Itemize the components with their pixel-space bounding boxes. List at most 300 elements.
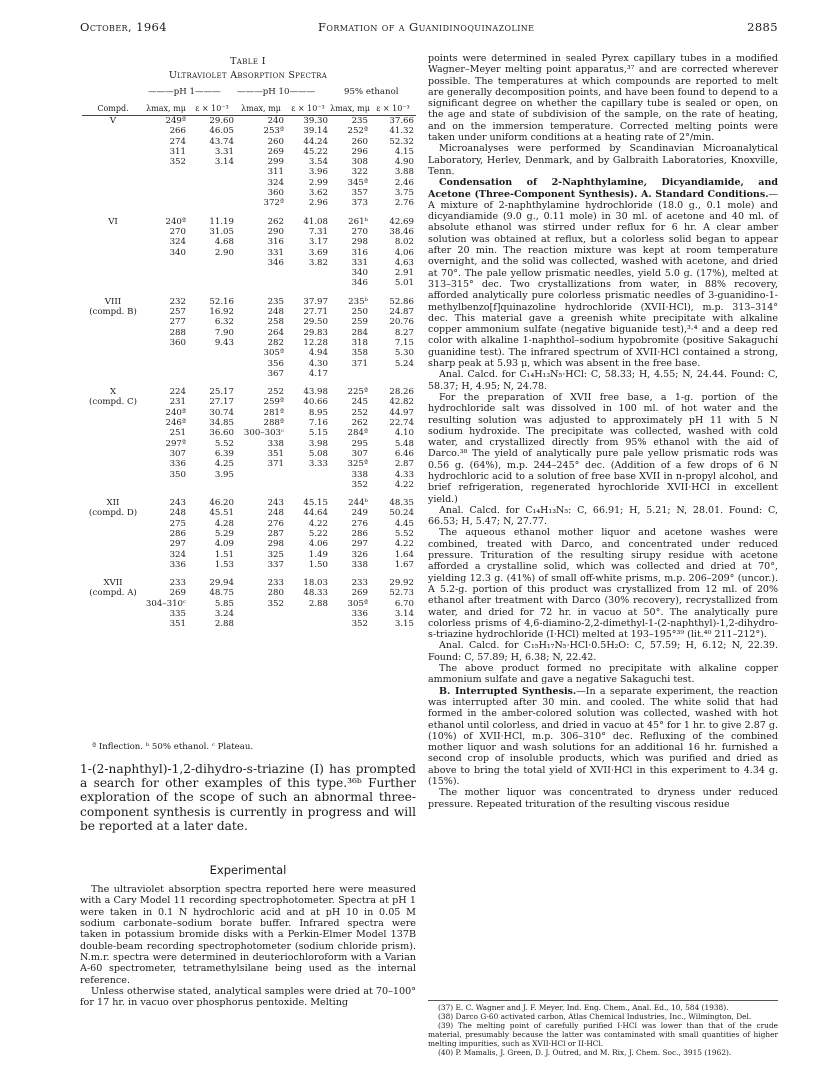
cell-lambda-ph10 [236,480,286,490]
col-header-eps-ethanol: ε × 10⁻³ [370,104,416,116]
cell-compd [82,408,144,418]
cell-eps-ethanol: 28.26 [389,387,414,398]
cell-eps-ethanol: 4.06 [394,247,414,258]
cell-lambda-ethanol: 225ª [347,387,368,398]
cell-eps-ph10: 4.17 [308,368,328,379]
cell-lambda-ethanol: 358 [351,348,368,359]
cell-lambda-ph1: 240ª [165,407,186,418]
cell-lambda-ph10 [236,278,286,288]
table-row [82,519,416,529]
cell-compd [82,137,144,147]
uv-spectra-table [82,104,416,630]
cell-eps-ph10 [286,480,330,490]
cell-lambda-ph10: 282 [267,337,284,348]
cell-eps-ph10: 44.64 [303,508,328,519]
cell-lambda-ph10: 248 [267,307,284,318]
cell-lambda-ph10: 253ª [263,126,284,137]
col-header-lambda-ph10: λmax, mμ [236,104,286,116]
cell-lambda-ph1: 257 [169,307,186,318]
right-paragraph-8: The above product formed no precipitate with alkaline copper ammonium sulfate and gave a negative Sakaguchi test. [428,663,778,686]
cell-eps-ethanol: 3.75 [394,188,414,199]
table-row [82,278,416,288]
cell-lambda-ph10: 233 [267,578,284,589]
cell-lambda-ethanol: 233 [351,578,368,589]
cell-compd [82,459,144,469]
table-row [82,459,416,469]
col-header-lambda-ethanol: λmax, mμ [330,104,370,116]
cell-eps-ph1 [188,480,236,490]
group-header-ethanol: 95% ethanol [344,87,399,97]
cell-eps-ethanol: 8.27 [394,327,414,338]
cell-compd [82,480,144,490]
reference-39: (39) The melting point of carefully purified I·HCl was lower than that of the crude material, presumably because the latter was contaminated with small quantities of higher melting impurities, such as XVII·HCl or II·HCl. [428,1020,778,1048]
cell-compd [82,147,144,157]
table-row [82,237,416,247]
cell-eps-ethanol: 2.76 [394,198,414,209]
cell-lambda-ph10 [236,609,286,619]
cell-lambda-ph1: 240ª [165,216,186,227]
cell-lambda-ph1 [144,480,188,490]
table-row [82,418,416,428]
cell-eps-ph10: 45.22 [303,146,328,157]
cell-lambda-ph1: 286 [169,528,186,539]
table-body [82,116,416,630]
cell-lambda-ph10: 372ª [263,198,284,209]
cell-eps-ethanol: 22.74 [389,418,414,429]
cell-eps-ph1 [188,178,236,188]
cell-eps-ph10: 43.98 [303,387,328,398]
procedure-a-text: —A mixture of 2-naphthylamine hydrochloride (18.0 g., 0.1 mole) and dicyandiamide (9.0 g., 0.11 mole) in 30 ml. of acetone and 40 ml. of absolute ethanol was stirred under reflux for 6 hr. A clear amber solution was obtained at reflux, but a colorless solid began to appear after 20 min. The reaction mixture was kept at room temperature overnight, and the solid was collected, washed with acetone, and dried at 70°. The pale yellow prismatic needles, yield 5.0 g. (17%), melted at 313–315° dec. Two crystallizations from water, in 88% recovery, afforded analytically pure colorless prismatic needles of 3-guanidino-1-methylbenzo[f]quinazoline hydrochloride (XVII·HCl), m.p. 313–314° dec. This material gave a greenish white precipitate with alkaline copper ammonium sulfate (negative biguanide test),³·⁴ and a deep red color with alkaline 1-naphthol–sodium hypobromite (positive Sakaguchi guanidine test). The infrared spectrum of XVII·HCl contained a strong, sharp peak at 5.93 μ, which was absent in the free base. [428,188,778,370]
intro-text: 1-(2-naphthyl)-1,2-dihydro-s-triazine (I) has prompted a search for other examples of this type.³⁶ᵇ Further exploration of the scope of such an abnormal three-component synthesis is currently in progress and will be reported at a later date. [80,762,416,833]
cell-eps-ph10: 2.96 [308,198,328,209]
cell-compd [82,599,144,609]
cell-compd: V [109,116,117,126]
group-spacer [82,490,416,498]
cell-eps-ph1 [188,278,236,288]
experimental-paragraph-2: Unless otherwise stated, analytical samples were dried at 70–100° for 17 hr. in vacuo over phosphorus pentoxide. Melting [80,986,416,1009]
cell-eps-ph10: 44.24 [303,136,328,147]
cell-compd: VI [108,216,118,227]
cell-eps-ph1: 3.31 [214,146,234,157]
cell-eps-ph10: 3.62 [308,188,328,199]
cell-lambda-ethanol: 338 [351,559,368,570]
cell-eps-ethanol: 6.70 [394,598,414,609]
group-spacer [82,379,416,387]
cell-lambda-ph1: 274 [169,136,186,147]
cell-eps-ethanol: 2.46 [394,177,414,188]
cell-compd [82,418,144,428]
cell-lambda-ethanol: 338 [351,469,368,480]
cell-eps-ethanol: 4.33 [394,469,414,480]
cell-lambda-ph1 [144,258,188,268]
cell-lambda-ph1: 243 [169,498,186,509]
cell-compd [82,449,144,459]
cell-eps-ph1 [188,188,236,198]
cell-eps-ph1: 25.17 [209,387,234,398]
cell-eps-ph10: 5.22 [308,528,328,539]
cell-lambda-ethanol: 235ᵇ [348,296,368,307]
section-heading-experimental: Experimental [209,863,287,877]
cell-lambda-ethanol: 316 [351,247,368,258]
cell-eps-ph1: 5.29 [214,528,234,539]
cell-lambda-ph1: 336 [169,559,186,570]
table-row [82,147,416,157]
cell-compd [82,428,144,438]
cell-eps-ph10: 1.50 [308,559,328,570]
cell-lambda-ph10: 331 [267,247,284,258]
cell-eps-ph1: 11.19 [209,216,234,227]
cell-eps-ph1: 46.05 [209,126,234,137]
cell-eps-ph1: 6.39 [214,448,234,459]
cell-eps-ph10: 40.66 [303,397,328,408]
cell-lambda-ph1: 297 [169,539,186,550]
cell-eps-ph10: 1.49 [308,549,328,560]
cell-eps-ph1 [188,198,236,208]
references-divider [428,1000,778,1001]
cell-compd [82,268,144,278]
cell-lambda-ph10: 305ª [263,348,284,359]
cell-lambda-ph1: 324 [169,237,186,248]
cell-compd [82,278,144,288]
cell-lambda-ph10: 300–303ᶜ [243,428,284,439]
cell-compd: (compd. A) [89,588,137,599]
experimental-column-left [80,884,416,1009]
cell-eps-ph10 [286,278,330,288]
cell-lambda-ph10: 252 [267,387,284,398]
table-footnotes: ª Inflection. ᵇ 50% ethanol. ᶜ Plateau. [92,742,254,752]
table-row [82,408,416,418]
cell-lambda-ph10: 259ª [263,397,284,408]
cell-compd [82,328,144,338]
experimental-column-right [428,53,778,810]
table-row [82,338,416,348]
cell-lambda-ph1: 248 [169,508,186,519]
cell-lambda-ph1: 249ª [165,116,186,126]
cell-compd: XII [106,498,120,509]
cell-eps-ethanol: 4.22 [394,539,414,550]
cell-lambda-ph10: 290 [267,226,284,237]
cell-lambda-ethanol: 269 [351,588,368,599]
cell-lambda-ph10: 338 [267,438,284,449]
cell-eps-ethanol: 5.01 [394,278,414,289]
cell-lambda-ph10: 298 [267,539,284,550]
cell-eps-ph10: 3.96 [308,167,328,178]
table-row [82,157,416,167]
table-row [82,258,416,268]
cell-eps-ph10: 4.30 [308,358,328,369]
cell-compd [82,126,144,136]
cell-lambda-ph1: 224 [169,387,186,398]
col-header-eps-ph10: ε × 10⁻³ [286,104,330,116]
cell-lambda-ph1: 311 [169,146,186,157]
cell-eps-ph1: 1.53 [214,559,234,570]
group-spacer-cell [82,289,416,297]
table-row [82,588,416,598]
cell-lambda-ethanol: 297 [351,539,368,550]
table-row [82,317,416,327]
cell-lambda-ph1: 246ª [165,418,186,429]
cell-eps-ph10: 3.17 [308,237,328,248]
cell-compd: (compd. C) [89,397,137,408]
procedure-heading-b: B. Interrupted Synthesis. [439,685,577,697]
cell-lambda-ethanol: 249 [351,508,368,519]
table-header-row [82,104,416,116]
cell-lambda-ph10: 276 [267,518,284,529]
cell-eps-ph10: 48.33 [303,588,328,599]
table-row [82,178,416,188]
cell-lambda-ph1: 352 [169,157,186,168]
cell-lambda-ph10: 269 [267,146,284,157]
cell-lambda-ph10: 288ª [263,418,284,429]
table-row [82,369,416,379]
cell-eps-ethanol: 5.24 [394,358,414,369]
table-row [82,470,416,480]
cell-lambda-ph10: 346 [267,257,284,268]
cell-eps-ph10: 4.06 [308,539,328,550]
cell-lambda-ph10: 264 [267,327,284,338]
cell-lambda-ethanol: 244ᵇ [348,498,368,509]
col-header-compd: Compd. [82,104,144,116]
cell-lambda-ethanol: 276 [351,518,368,529]
table-row [82,227,416,237]
cell-lambda-ph10: 299 [267,157,284,168]
cell-lambda-ph10 [236,470,286,480]
cell-eps-ethanol: 1.67 [394,559,414,570]
cell-lambda-ph10: 356 [267,358,284,369]
cell-eps-ethanol: 4.63 [394,257,414,268]
right-paragraph-2 [428,177,778,369]
cell-eps-ph10: 18.03 [303,578,328,589]
experimental-paragraph-1: The ultraviolet absorption spectra reported here were measured with a Cary Model 11 recording spectrophotometer. Spectra at pH 1 were taken in 0.1 N hydrochloric acid and at pH 10 in 0.05 M sodium carbonate–sodium borate buffer. Infrared spectra were taken in potassium bromide disks with a Perkin-Elmer Model 137B double-beam recording spectrophotometer (sodium chloride prism). N.m.r. spectra were determined in deuteriochloroform with a Varian A-60 spectrometer, tetramethylsilane being used as the internal reference. [80,884,416,986]
cell-eps-ethanol: 7.15 [394,337,414,348]
cell-lambda-ph10: 248 [267,508,284,519]
cell-lambda-ph10: 260 [267,136,284,147]
table-row [82,609,416,619]
group-spacer [82,289,416,297]
cell-compd [82,317,144,327]
cell-eps-ph10 [286,470,330,480]
cell-eps-ethanol: 4.22 [394,479,414,490]
cell-compd [82,439,144,449]
cell-lambda-ph1: 232 [169,296,186,307]
cell-eps-ph1: 43.74 [209,136,234,147]
cell-lambda-ethanol: 352 [351,619,368,630]
cell-eps-ethanol: 52.32 [389,136,414,147]
cell-lambda-ph10: 311 [267,167,284,178]
cell-eps-ethanol: 41.32 [389,126,414,137]
table-row [82,428,416,438]
cell-eps-ph1: 27.17 [209,397,234,408]
cell-lambda-ph1 [144,178,188,188]
table-row [82,480,416,490]
cell-eps-ph10: 39.14 [303,126,328,137]
cell-lambda-ethanol: 318 [351,337,368,348]
intro-paragraph [80,762,416,833]
table-row [82,116,416,127]
cell-lambda-ph1 [144,278,188,288]
cell-compd: VIII [104,296,122,307]
table-row [82,560,416,570]
cell-eps-ethanol: 48.35 [389,498,414,509]
cell-lambda-ph10: 262 [267,216,284,227]
cell-eps-ethanol: 2.87 [394,459,414,470]
cell-eps-ph10: 27.71 [303,307,328,318]
right-paragraph-1: Microanalyses were performed by Scandinavian Microanalytical Laboratory, Herlev, Denmark, and by Galbraith Laboratories, Knoxville, Tenn. [428,143,778,177]
table-row [82,348,416,358]
cell-eps-ph1: 52.16 [209,296,234,307]
col-header-eps-ph1: ε × 10⁻³ [188,104,236,116]
table-row [82,439,416,449]
cell-eps-ethanol: 3.14 [394,609,414,620]
cell-lambda-ph1: 251 [169,428,186,439]
table-row [82,599,416,609]
cell-eps-ethanol: 20.76 [389,317,414,328]
cell-eps-ph1: 2.88 [214,619,234,630]
cell-eps-ph10: 3.33 [308,459,328,470]
cell-lambda-ph10: 258 [267,317,284,328]
cell-eps-ph10: 7.31 [308,226,328,237]
cell-lambda-ph10: 235 [267,296,284,307]
table-row [82,508,416,518]
cell-lambda-ph1: 324 [169,549,186,560]
cell-eps-ph10: 3.69 [308,247,328,258]
cell-eps-ph1: 30.74 [209,407,234,418]
cell-compd [82,609,144,619]
cell-lambda-ph10 [236,268,286,278]
cell-eps-ethanol: 4.10 [394,428,414,439]
cell-compd [82,550,144,560]
cell-lambda-ethanol: 340 [351,268,368,279]
cell-lambda-ethanol: 371 [351,358,368,369]
table-row [82,550,416,560]
table-row [82,217,416,227]
cell-compd [82,470,144,480]
cell-eps-ph1: 3.24 [214,609,234,620]
cell-lambda-ph1: 307 [169,448,186,459]
cell-eps-ph10: 3.98 [308,438,328,449]
right-paragraph-4: For the preparation of XVII free base, a 1-g. portion of the hydrochloride salt was dissolved in 100 ml. of hot water and the resulting solution was adjusted to approximately pH 11 with 5 N sodium hydroxide. The precipitate was collected, washed with cold water, and crystallized directly from 95% ethanol with the aid of Darco.³⁸ The yield of analytically pure pale yellow prismatic rods was 0.56 g. (64%), m.p. 244–245° dec. (Addition of a few drops of 6 N hydrochloric acid to a solution of free base XVII in n-propyl alcohol, and brief refrigeration, regenerated hyrochloride XVII·HCl in excellent yield.) [428,391,778,505]
cell-lambda-ethanol [330,369,370,379]
cell-lambda-ph10: 316 [267,237,284,248]
cell-eps-ph1 [188,369,236,379]
reference-40: (40) P. Mamalis, J. Green, D. J. Outred, and M. Rix, J. Chem. Soc., 3915 (1962). [438,1047,732,1057]
cell-compd [82,237,144,247]
cell-compd [82,560,144,570]
cell-eps-ph10 [286,268,330,278]
table-row [82,539,416,549]
right-paragraph-0: points were determined in sealed Pyrex capillary tubes in a modified Wagner–Meyer melting point apparatus,³⁷ and are corrected wherever possible. The temperatures at which compounds are reported to melt are generally decomposition points, and have been found to depend to a significant degree on whether the capillary tube is sealed or open, on the age and state of subdivision of the sample, on the rate of heating, and on the immersion temperature. Corrected melting points were taken under uniform conditions at a heating rate of 2°/min. [428,53,778,144]
cell-eps-ethanol: 5.30 [394,348,414,359]
table-row [82,498,416,508]
cell-eps-ethanol: 8.02 [394,237,414,248]
cell-eps-ethanol: 50.24 [389,508,414,519]
cell-eps-ph1: 31.05 [209,226,234,237]
table-row [82,397,416,407]
table-row [82,137,416,147]
cell-compd [82,519,144,529]
group-spacer-cell [82,570,416,578]
cell-compd [82,539,144,549]
cell-eps-ph10: 2.88 [308,598,328,609]
right-paragraph-3: Anal. Calcd. for C₁₄H₁₃N₅·HCl: C, 58.33; H, 4.55; N, 24.44. Found: C, 58.37; H, 4.95; N, 24.78. [428,369,778,392]
cell-lambda-ph1: 233 [169,578,186,589]
cell-eps-ph1: 5.85 [214,598,234,609]
cell-lambda-ethanol: 260 [351,136,368,147]
cell-lambda-ph1: 360 [169,337,186,348]
cell-eps-ph10: 39.30 [303,116,328,126]
cell-lambda-ethanol: 352 [351,479,368,490]
cell-eps-ph1: 16.92 [209,307,234,318]
cell-lambda-ph10: 325 [267,549,284,560]
cell-lambda-ph1: 231 [169,397,186,408]
cell-lambda-ph10: 287 [267,528,284,539]
cell-lambda-ph1: 297ª [165,438,186,449]
cell-eps-ethanol: 37.66 [389,116,414,126]
cell-eps-ph10: 3.54 [308,157,328,168]
cell-eps-ethanol: 24.87 [389,307,414,318]
cell-lambda-ph1: 335 [169,609,186,620]
cell-lambda-ethanol: 252 [351,407,368,418]
cell-eps-ethanol: 4.15 [394,146,414,157]
cell-eps-ph10: 2.99 [308,177,328,188]
cell-lambda-ph10: 352 [267,598,284,609]
table-row [82,387,416,397]
procedure-b-text: —In a separate experiment, the reaction was interrupted after 30 min. and cooled. The white solid that had formed in the amber-colored solution was collected, washed with hot ethanol until colorless, and dried in vacuo at 45° for 1 hr. to give 2.87 g. (10%) of XVII·HCl, m.p. 306–310° dec. Refluxing of the combined mother liquor and wash solutions for an additional 16 hr. furnished a second crop of insoluble products, which was purified and dried as above to bring the total yield of XVII·HCl in this experiment to 4.34 g. (15%). [428,685,778,787]
procedure-heading-a: Condensation of 2-Naphthylamine, Dicyandiamide, and Acetone (Three-Component Synthesis). A. Standard Conditions. [428,177,778,200]
header-title: Formation of a Guanidinoquinazoline [318,20,535,34]
reference-37: (37) E. C. Wagner and J. F. Meyer, Ind. Eng. Chem., Anal. Ed., 10, 584 (1938). [438,1003,729,1012]
table-row [82,359,416,369]
cell-lambda-ethanol: 296 [351,146,368,157]
cell-eps-ph10: 3.82 [308,257,328,268]
cell-lambda-ph1 [144,359,188,369]
cell-eps-ph1: 4.25 [214,459,234,470]
cell-lambda-ph1 [144,198,188,208]
cell-eps-ph1: 3.95 [214,469,234,480]
cell-compd: (compd. D) [88,508,138,519]
table-row [82,529,416,539]
cell-eps-ethanol: 29.92 [389,578,414,589]
cell-eps-ethanol: 44.97 [389,407,414,418]
cell-eps-ph1: 29.94 [209,578,234,589]
cell-compd [82,167,144,177]
cell-eps-ph1: 46.20 [209,498,234,509]
cell-eps-ethanol: 3.88 [394,167,414,178]
table-row [82,188,416,198]
cell-lambda-ph10: 240 [267,116,284,126]
table-row [82,297,416,307]
group-header-ph10: ———pH 10——— [237,87,316,97]
cell-lambda-ph1 [144,348,188,358]
cell-eps-ph1: 6.32 [214,317,234,328]
running-header [80,20,778,36]
cell-lambda-ph1: 350 [169,469,186,480]
cell-lambda-ethanol: 250 [351,307,368,318]
cell-lambda-ethanol: 245 [351,397,368,408]
cell-lambda-ph1: 304–310ᶜ [145,598,186,609]
cell-eps-ph1: 3.14 [214,157,234,168]
cell-eps-ethanol: 3.15 [394,619,414,630]
cell-lambda-ethanol: 295 [351,438,368,449]
cell-eps-ethanol: 4.90 [394,157,414,168]
cell-lambda-ethanol: 298 [351,237,368,248]
cell-compd [82,248,144,258]
cell-eps-ph10: 4.22 [308,518,328,529]
cell-lambda-ethanol: 252ª [347,126,368,137]
cell-eps-ethanol: 1.64 [394,549,414,560]
cell-lambda-ethanol: 373 [351,198,368,209]
cell-lambda-ph10: 367 [267,368,284,379]
